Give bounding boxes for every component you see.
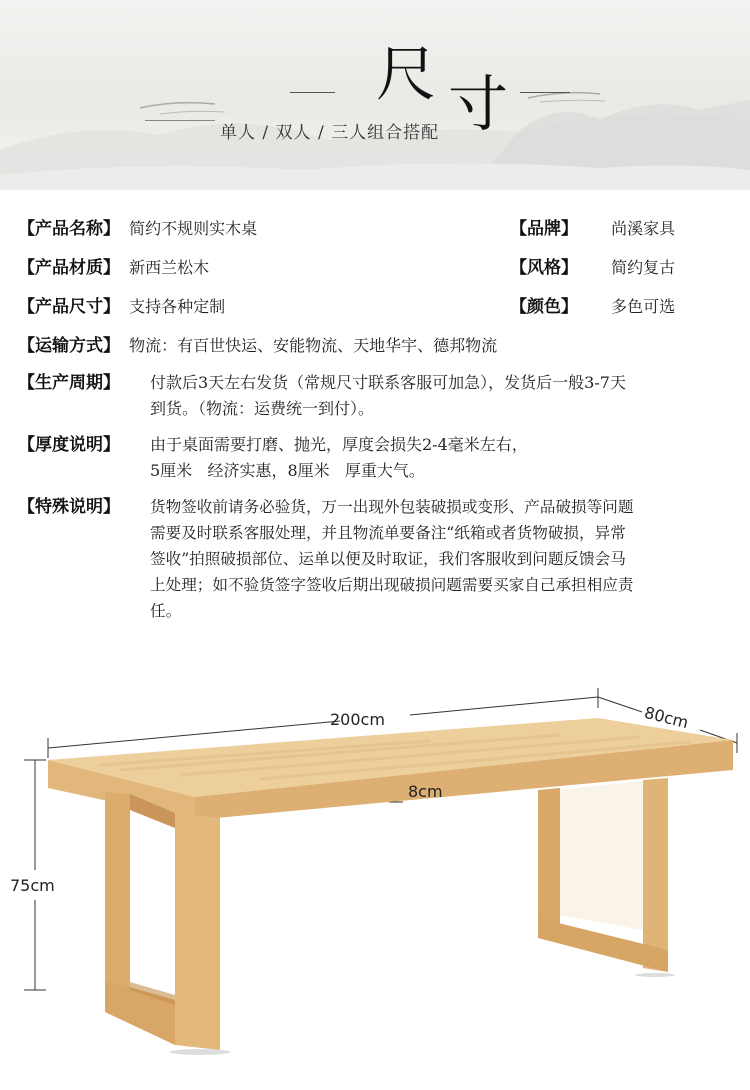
style-value: 简约复古 xyxy=(611,258,676,277)
production-text xyxy=(150,370,725,422)
size-label: 【产品尺寸】 xyxy=(18,297,120,317)
thickness-dimension: 8cm xyxy=(408,782,443,801)
thickness-line-1: 由于桌面需要打磨、抛光，厚度会损失2-4毫米左右， xyxy=(150,435,528,454)
title-char-1: 尺 xyxy=(376,40,436,110)
shipping-value: 物流：有百世快运、安能物流、天地华宇、德邦物流 xyxy=(129,336,498,355)
shipping-label: 【运输方式】 xyxy=(18,336,120,356)
special-label-wrap xyxy=(18,494,120,520)
size-row xyxy=(18,294,225,320)
special-line-2: 需要及时联系客服处理，并且物流单要备注“纸箱或者货物破损，异常 xyxy=(150,524,626,542)
special-text xyxy=(150,494,725,624)
material-label: 【产品材质】 xyxy=(18,258,120,278)
production-line-1: 付款后3天左右发货（常规尺寸联系客服可加急），发货后一般3-7天 xyxy=(150,373,626,392)
thickness-line-2: 5厘米 经济实惠，8厘米 厚重大气。 xyxy=(150,461,425,480)
special-line-3: 签收”拍照破损部位、运单以便及时取证，我们客服收到问题反馈会马 xyxy=(150,550,626,568)
color-value: 多色可选 xyxy=(611,297,676,316)
brand-value: 尚溪家具 xyxy=(611,219,676,238)
title-char-2: 寸 xyxy=(448,70,508,140)
style-row xyxy=(510,255,675,281)
product-name-value: 简约不规则实木桌 xyxy=(129,219,258,238)
material-value: 新西兰松木 xyxy=(129,258,210,277)
material-row xyxy=(18,255,209,281)
special-line-4: 上处理；如不验货签字签收后期出现破损问题需要买家自己承担相应责 xyxy=(150,576,634,594)
production-label: 【生产周期】 xyxy=(18,373,120,393)
mountain-mist-decoration xyxy=(0,0,750,190)
title-right-line xyxy=(520,92,570,93)
length-dimension: 200cm xyxy=(330,710,385,729)
production-line-2: 到货。（物流：运费统一到付）。 xyxy=(150,399,375,418)
color-row xyxy=(510,294,675,320)
color-label: 【颜色】 xyxy=(510,297,578,317)
thickness-text xyxy=(150,432,725,484)
special-line-1: 货物签收前请务必验货，万一出现外包装破损或变形、产品破损等问题 xyxy=(150,498,634,516)
title-left-line xyxy=(290,92,335,93)
back-right-leg xyxy=(538,778,668,972)
subtitle: 单人 / 双人 / 三人组合搭配 xyxy=(220,123,440,143)
shipping-row xyxy=(18,333,497,359)
subtitle-left-line xyxy=(145,120,215,121)
front-left-leg xyxy=(105,792,220,1050)
style-label: 【风格】 xyxy=(510,258,578,278)
brand-label: 【品牌】 xyxy=(510,219,578,239)
height-dimension: 75cm xyxy=(10,876,55,895)
header-banner xyxy=(0,0,750,190)
product-name-label: 【产品名称】 xyxy=(18,219,120,239)
special-label: 【特殊说明】 xyxy=(18,497,120,517)
thickness-label-wrap xyxy=(18,432,120,458)
special-line-5: 任。 xyxy=(150,602,182,620)
size-value: 支持各种定制 xyxy=(129,297,226,316)
width-dimension: 80cm xyxy=(642,702,691,733)
product-name-row xyxy=(18,216,257,242)
production-label-wrap xyxy=(18,370,120,396)
thickness-label: 【厚度说明】 xyxy=(18,435,120,455)
brand-row xyxy=(510,216,675,242)
